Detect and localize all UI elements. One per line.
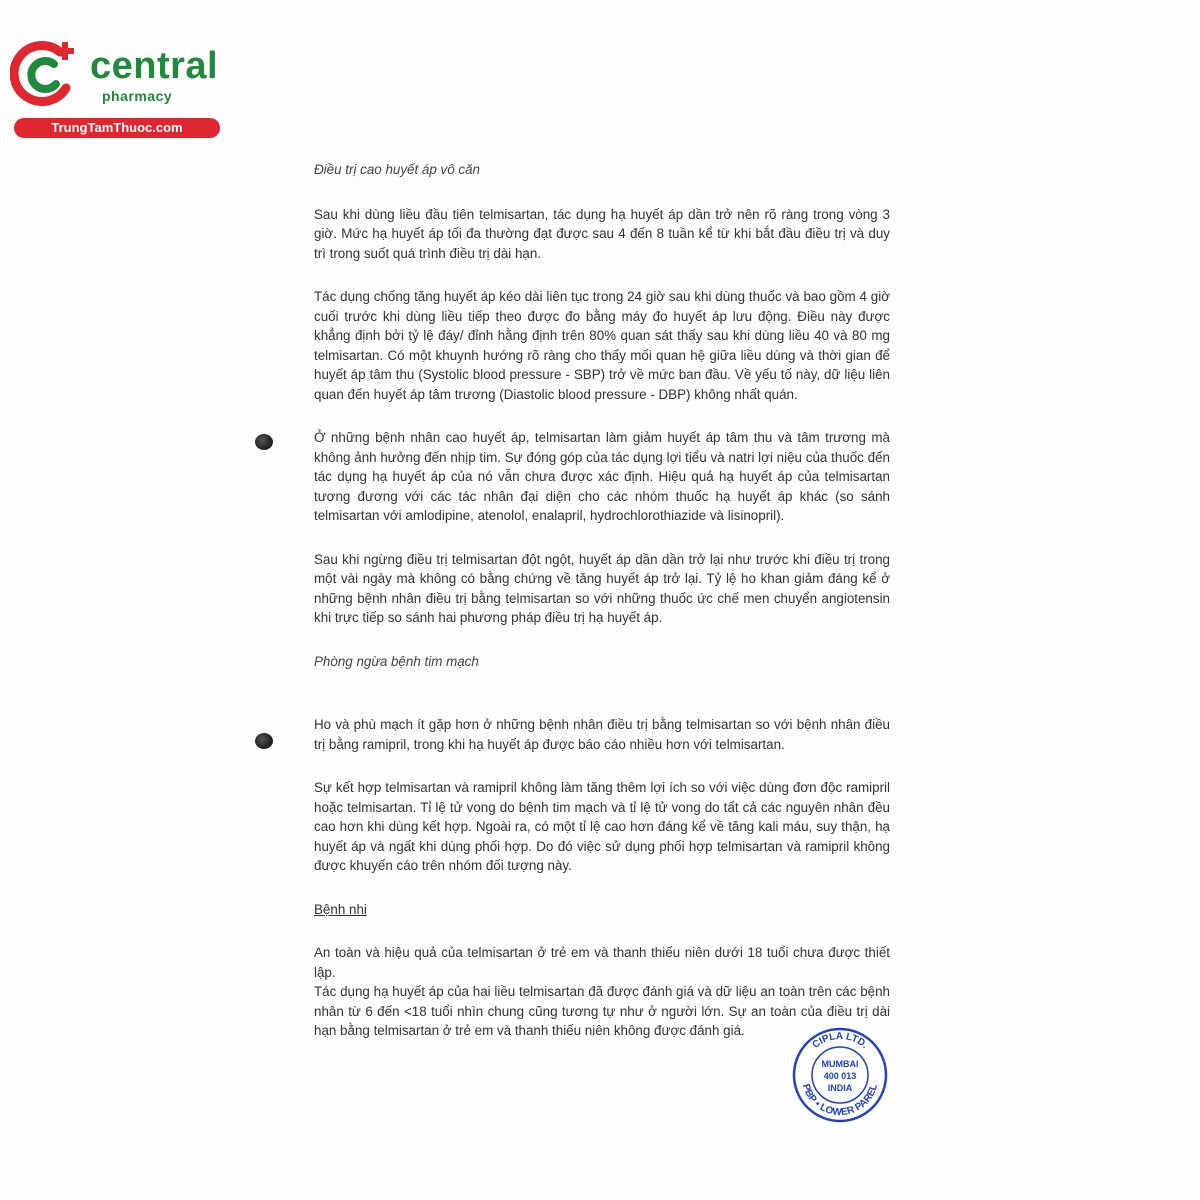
punch-hole-top bbox=[255, 434, 273, 450]
section-heading-essential-hypertension: Điều trị cao huyết áp vô căn bbox=[314, 162, 480, 177]
stamp-country: INDIA bbox=[827, 1083, 853, 1093]
paragraph: Sau khi dùng liều đầu tiên telmisartan, tác dụng hạ huyết áp dần trở nên rõ ràng trong vòng 3 giờ. Mức hạ huyết áp tối đa thường đạt được sau 4 đến 8 tuần kể từ khi bắt đầu điều trị và duy trì trong suốt quá trình điều trị dài hạn. bbox=[314, 206, 890, 261]
paragraph: Tác dụng chống tăng huyết áp kéo dài liên tục trong 24 giờ sau khi dùng thuốc và bao gồm 4 giờ cuối trước khi dùng liều tiếp theo được đo bằng máy đo huyết áp lưu động. Điều này được khẳng định bởi tỷ lệ đáy/ đỉnh hằng định trên 80% quan sát thấy sau khi dùng liều 40 và 80 mg telmisartan. Có một khuynh hướng rõ ràng cho thấy mối quan hệ giữa liều dùng và thời gian để huyết áp tâm thu (Systolic blood pressure - SBP) trở về mức ban đầu. Về yếu tố này, dữ liệu liên quan đến huyết áp tâm trương (Diastolic blood pressure - DBP) không nhất quán. bbox=[314, 289, 890, 402]
stamp-ring-top: CIPLA LTD. bbox=[810, 1030, 870, 1051]
paragraph: Sự kết hợp telmisartan và ramipril không làm tăng thêm lợi ích so với việc dùng đơn độc ramipril hoặc telmisartan. Tỉ lệ tử vong do bệnh tim mạch và tỉ lệ tử vong do tất cả các nguyên nhân đều cao hơn khi dùng kết hợp. Ngoài ra, có một tỉ lệ cao hơn đáng kể về tăng kali máu, suy thận, hạ huyết áp và ngất khi dùng phối hợp. Do đó việc sử dụng phối hợp telmisartan và ramipril không được khuyến cáo trên nhóm đối tượng này. bbox=[314, 780, 890, 873]
brand-name: central bbox=[90, 45, 219, 87]
stamp-ring-bottom: PBP • LOWER PAREL bbox=[799, 1082, 881, 1119]
stamp-city: MUMBAI bbox=[821, 1059, 859, 1069]
document-body bbox=[314, 160, 890, 1041]
paragraph: Ho và phù mạch ít gặp hơn ở những bệnh nhân điều trị bằng telmisartan so với bệnh nhân điều trị bằng ramipril, trong khi hạ huyết áp được báo cáo nhiều hơn với telmisartan. bbox=[314, 717, 890, 752]
paragraph: Ở những bệnh nhân cao huyết áp, telmisartan làm giảm huyết áp tâm thu và tâm trương mà không ảnh hưởng đến nhịp tim. Sự đóng góp của tác dụng lợi tiểu và natri lợi niệu của thuốc đến tác dụng hạ huyết áp của nó vẫn chưa được xác định. Hiệu quả hạ huyết áp của telmisartan tương đương với các tác nhân đại diện cho các nhóm thuốc hạ huyết áp khác (so sánh telmisartan với amlodipine, atenolol, enalapril, hydrochlorothiazide và lisinopril). bbox=[314, 430, 890, 523]
stamp-postcode: 400 013 bbox=[823, 1071, 857, 1081]
pharmacy-cross-logo-icon bbox=[10, 38, 80, 108]
section-heading-cardiovascular-prevention: Phòng ngừa bệnh tim mạch bbox=[314, 653, 479, 669]
brand-subtitle: pharmacy bbox=[102, 88, 173, 104]
site-badge[interactable]: TrungTamThuoc.com bbox=[14, 118, 220, 138]
central-pharmacy-logo[interactable] bbox=[10, 36, 220, 136]
punch-hole-bottom bbox=[255, 733, 273, 749]
paragraph: An toàn và hiệu quả của telmisartan ở trẻ em và thanh thiếu niên dưới 18 tuổi chưa được thiết lập. bbox=[314, 945, 890, 980]
company-seal-stamp bbox=[790, 1025, 890, 1125]
paragraph: Tác dụng hạ huyết áp của hai liều telmisartan đã được đánh giá và dữ liệu an toàn trên các bệnh nhân từ 6 đến <18 tuổi nhìn chung cũng tương tự như ở người lớn. Sự an toàn của điều trị dài hạn bằng telmisartan ở trẻ em và thanh thiếu niên không được đánh giá. bbox=[314, 984, 890, 1038]
paragraph: Sau khi ngừng điều trị telmisartan đột ngột, huyết áp dần dần trở lại như trước khi điều trị trong một vài ngày mà không có bằng chứng về tăng huyết áp trở lại. Tỷ lệ ho khan giảm đáng kể ở những bệnh nhân điều trị bằng telmisartan so với những thuốc ức chế men chuyển angiotensin khi trực tiếp so sánh hai phương pháp điều trị hạ huyết áp. bbox=[314, 551, 890, 625]
section-heading-pediatric: Bệnh nhi bbox=[314, 901, 367, 917]
